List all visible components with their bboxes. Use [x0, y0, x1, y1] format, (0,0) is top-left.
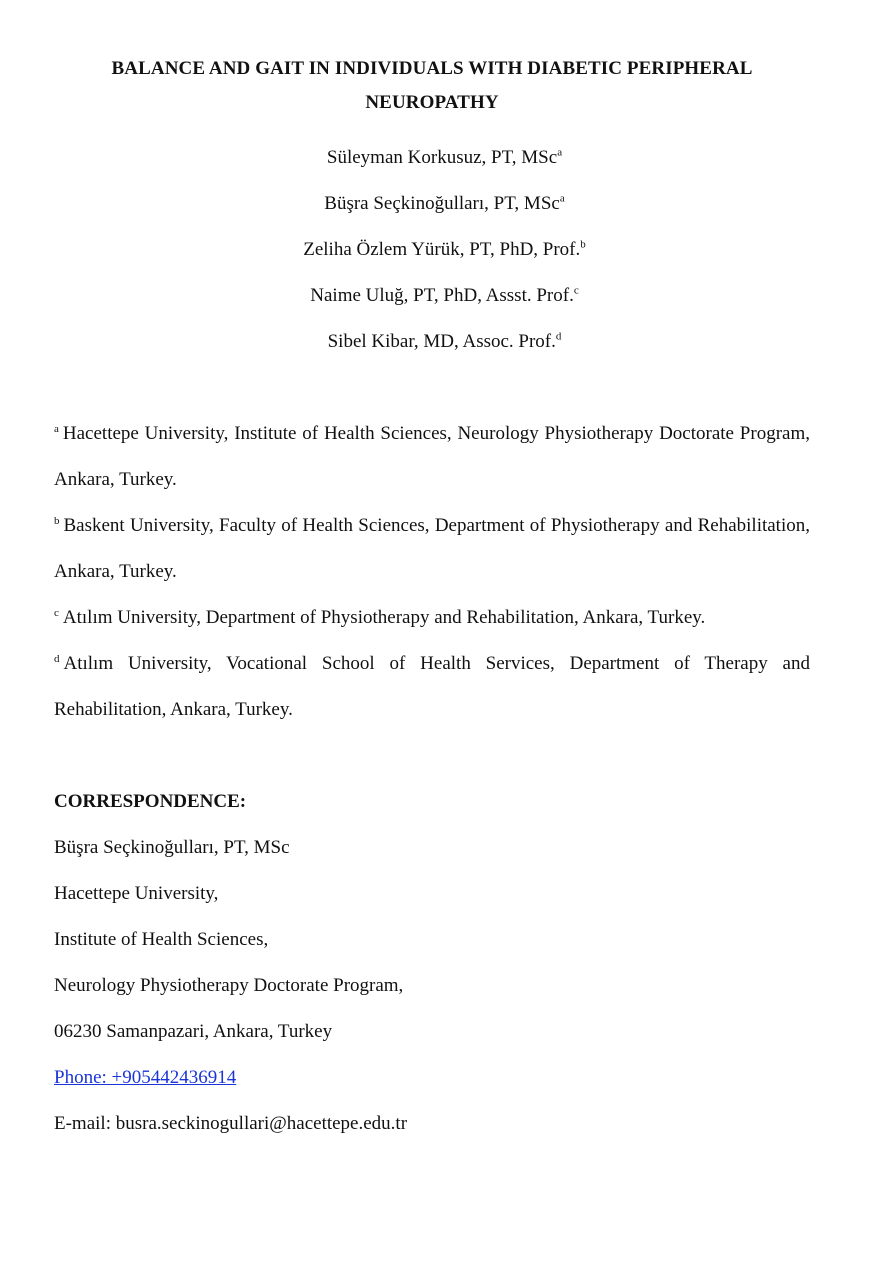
author-1	[0, 146, 889, 170]
correspondence-program: Neurology Physiotherapy Doctorate Program,	[54, 975, 404, 996]
author-affiliation-mark: a	[557, 146, 563, 159]
author-4	[0, 284, 889, 308]
author-name: Sibel Kibar, MD, Assoc. Prof.	[327, 331, 556, 352]
affiliation-text: Baskent University, Faculty of Health Sciences, Department of Physiotherapy and Rehabilitation, Ankara, Turkey.	[54, 515, 810, 582]
affiliation-c	[54, 595, 810, 641]
affiliation-d	[54, 641, 810, 733]
author-affiliation-mark: d	[555, 330, 562, 343]
correspondence-name: Büşra Seçkinoğulları, PT, MSc	[54, 837, 290, 858]
correspondence-address: 06230 Samanpazari, Ankara, Turkey	[54, 1021, 333, 1042]
affiliation-text: Atılım University, Department of Physiotherapy and Rehabilitation, Ankara, Turkey.	[62, 607, 706, 628]
affiliation-mark: c	[54, 606, 59, 619]
affiliation-b	[54, 503, 810, 595]
author-2	[0, 192, 889, 216]
affiliation-text: Hacettepe University, Institute of Health Sciences, Neurology Physiotherapy Doctorate Program, Ankara, Turkey.	[54, 423, 810, 490]
author-name: Naime Uluğ, PT, PhD, Assst. Prof.	[310, 285, 574, 306]
correspondence-institution: Hacettepe University,	[54, 883, 219, 904]
affiliation-mark: a	[54, 422, 59, 435]
author-name: Büşra Seçkinoğulları, PT, MSc	[324, 193, 560, 214]
paper-title: BALANCE AND GAIT IN INDIVIDUALS WITH DIABETIC PERIPHERAL NEUROPATHY	[111, 58, 753, 113]
author-affiliation-mark: a	[559, 192, 565, 205]
author-3	[0, 238, 889, 262]
author-name: Zeliha Özlem Yürük, PT, PhD, Prof.	[303, 239, 581, 260]
correspondence-institute: Institute of Health Sciences,	[54, 929, 269, 950]
affiliation-mark: b	[54, 514, 60, 527]
phone-link[interactable]: Phone: +905442436914	[54, 1067, 237, 1088]
author-affiliation-mark: c	[573, 284, 579, 297]
author-name: Süleyman Korkusuz, PT, MSc	[326, 147, 558, 168]
correspondence-phone-line	[54, 1066, 236, 1090]
author-5	[0, 330, 889, 354]
affiliation-mark: d	[54, 652, 60, 665]
affiliation-a	[54, 411, 810, 503]
correspondence-heading: CORRESPONDENCE:	[54, 791, 247, 812]
author-affiliation-mark: b	[580, 238, 586, 251]
correspondence-email: E-mail: busra.seckinogullari@hacettepe.edu.tr	[54, 1113, 408, 1134]
affiliation-text: Atılım University, Vocational School of Health Services, Department of Therapy and Rehabilitation, Ankara, Turkey.	[54, 653, 810, 720]
